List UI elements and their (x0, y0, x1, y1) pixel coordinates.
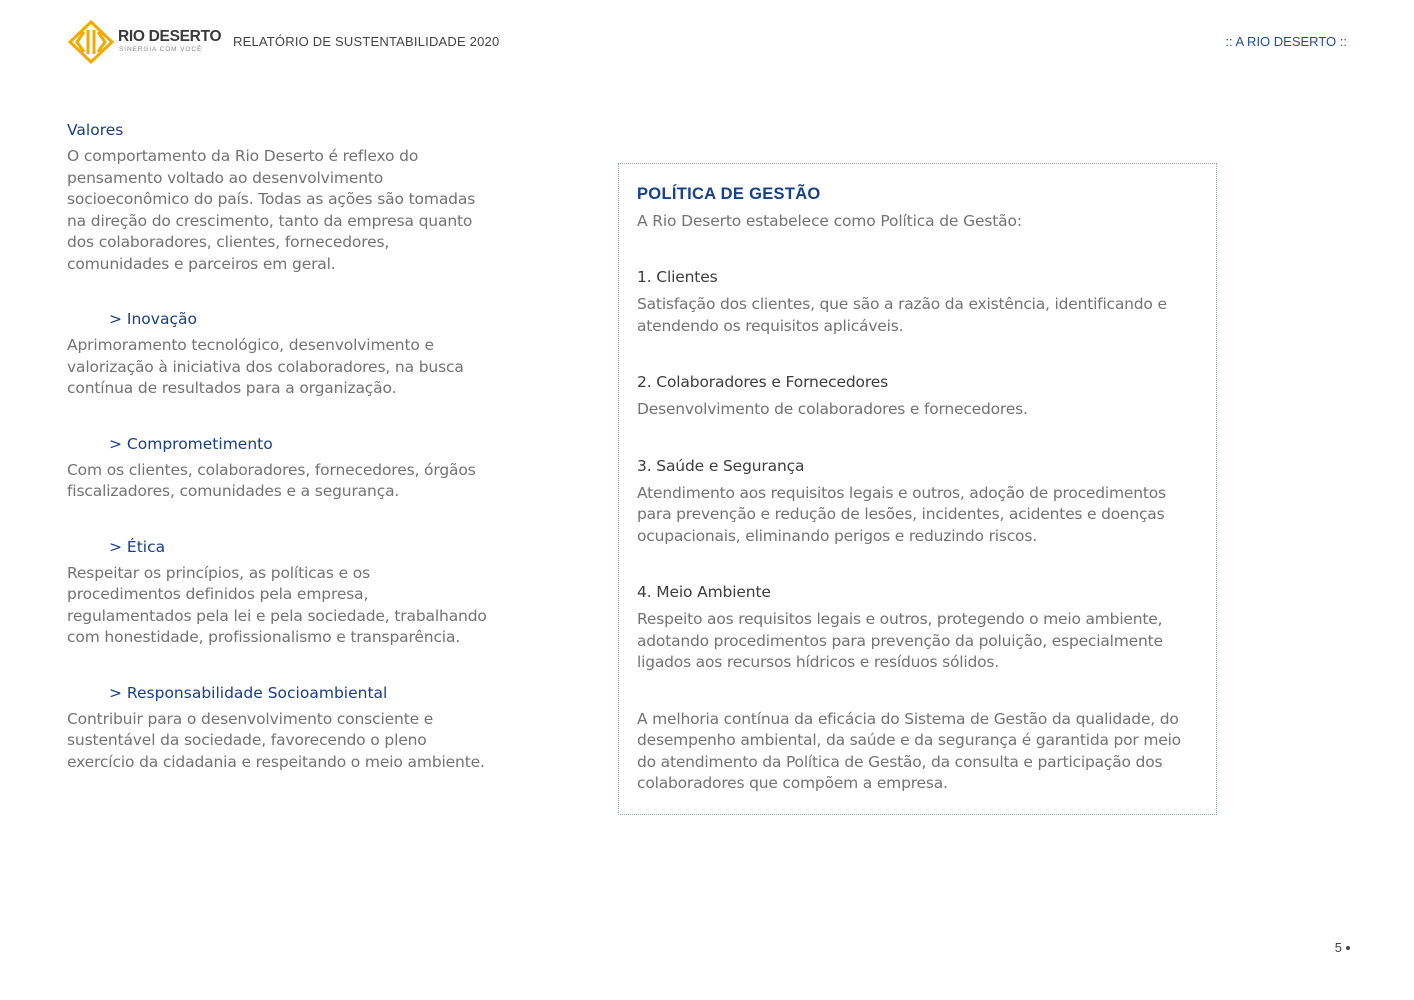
value-item-text: Contribuir para o desenvolvimento consciente e sustentável da sociedade, favorecendo o pleno exercício da cidadania e respeitando o meio ambiente. (67, 709, 485, 771)
value-item-text: Aprimoramento tecnológico, desenvolvimento e valorização à iniciativa dos colaboradores, na busca contínua de resultados para a organização. (67, 336, 464, 397)
report-title: RELATÓRIO DE SUSTENTABILIDADE 2020 (233, 34, 500, 49)
value-item-title: > Comprometimento (109, 434, 273, 453)
policy-item-title: 4. Meio Ambiente (637, 583, 771, 601)
value-item-text: Respeitar os princípios, as políticas e os procedimentos definidos pela empresa, regulamentados pela lei e pela sociedade, trabalhando com honestidade, profissionalismo e transparência. (67, 563, 487, 646)
policy-item-text: Satisfação dos clientes, que são a razão da existência, identificando e atendendo os requisitos aplicáveis. (637, 295, 1167, 335)
value-item (67, 434, 487, 503)
values-section (67, 120, 487, 807)
value-item-title: > Responsabilidade Socioambiental (109, 683, 388, 702)
policy-item-title: 2. Colaboradores e Fornecedores (637, 373, 889, 391)
logo-tagline: SINERGIA COM VOCÊ (119, 46, 203, 53)
logo-diamond-icon (68, 20, 114, 64)
value-item (67, 683, 487, 774)
section-tag: :: A RIO DESERTO :: (1225, 34, 1347, 49)
policy-title: POLÍTICA DE GESTÃO (637, 185, 821, 203)
policy-intro: A Rio Deserto estabelece como Política de Gestão: (637, 212, 1022, 230)
policy-item-title: 3. Saúde e Segurança (637, 456, 805, 475)
value-item-text: Com os clientes, colaboradores, fornecedores, órgãos fiscalizadores, comunidades e a segurança. (67, 460, 476, 500)
values-intro: O comportamento da Rio Deserto é reflexo do pensamento voltado ao desenvolvimento socioeconômico do país. Todas as ações são tomadas na direção do crescimento, tanto da empresa quanto dos colaboradores, clientes, fornecedores, comunidades e parceiros em geral. (67, 147, 476, 273)
rio-deserto-logo (68, 20, 222, 64)
bullet-icon (1346, 946, 1350, 950)
value-item (67, 537, 487, 649)
page-number-value: 5 (1334, 940, 1342, 955)
values-intro-block (67, 120, 487, 275)
value-item-title: > Inovação (109, 310, 197, 328)
policy-item-text: Desenvolvimento de colaboradores e fornecedores. (637, 400, 1028, 418)
value-item (67, 309, 487, 400)
logo-name: RIO DESERTO (118, 28, 222, 45)
policy-item-text: Respeito aos requisitos legais e outros, protegendo o meio ambiente, adotando procedimentos para prevenção da poluição, especialmente ligados aos recursos hídricos e resíduos sólidos. (637, 610, 1163, 671)
page-number (1335, 940, 1350, 955)
values-title: Valores (67, 121, 124, 139)
policy-closing: A melhoria contínua da eficácia do Sistema de Gestão da qualidade, do desempenho ambiental, da saúde e da segurança é garantida por meio do atendimento da Política de Gestão, da consulta e participação dos colaboradores que compõem a empresa. (637, 709, 1181, 792)
policy-item-text: Atendimento aos requisitos legais e outros, adoção de procedimentos para prevenção e redução de lesões, incidentes, acidentes e doenças ocupacionais, eliminando perigos e reduzindo riscos. (637, 483, 1166, 545)
policy-box (618, 163, 1217, 815)
page-header (0, 0, 1414, 80)
value-item-title: > Ética (109, 537, 166, 556)
policy-item-title: 1. Clientes (637, 268, 718, 286)
